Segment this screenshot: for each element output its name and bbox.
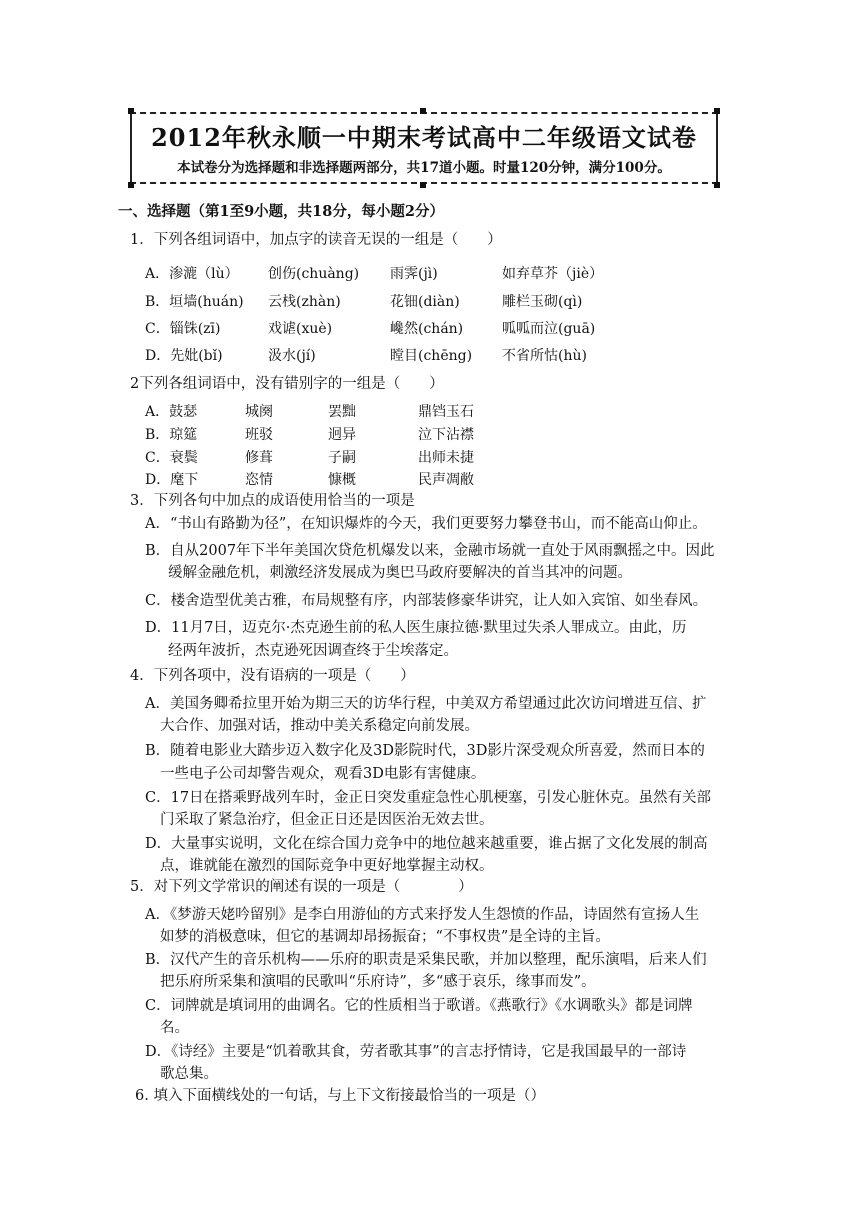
- q1-option-a-4: 如弃草芥（jiè）: [502, 266, 604, 282]
- header-corner-mark: [128, 182, 134, 188]
- q1-option-c-2: 戏谑(xuè): [268, 321, 333, 337]
- q1-option-a-3: 雨霁(jì): [390, 266, 438, 282]
- q2-option-d-1: D．麾下: [145, 472, 199, 488]
- q2-option-a-4: 鼎铛玉石: [418, 404, 474, 420]
- q5-option-a-cont: 如梦的消极意味，但它的基调却昂扬振奋；“不事权贵”是全诗的主旨。: [160, 929, 610, 945]
- q4-option-b-cont: 一些电子公司却警告观众，观看3D电影有害健康。: [160, 766, 486, 782]
- question-3-stem: 3．下列各句中加点的成语使用恰当的一项是: [130, 493, 415, 509]
- q2-option-b-4: 泣下沾襟: [418, 427, 474, 443]
- q3-option-c: C．楼舍造型优美古雅，布局规整有序，内部装修豪华讲究，让人如入宾馆、如坐春风。: [145, 593, 708, 609]
- q2-option-b-2: 班驳: [245, 427, 273, 443]
- q3-option-a: A．“书山有路勤为径”，在知识爆炸的今天，我们更要努力攀登书山，而不能高山仰止。: [145, 516, 707, 532]
- header-mid-mark: [420, 108, 426, 114]
- q3-option-b: B．自从2007年下半年美国次贷危机爆发以来，金融市场就一直处于风雨飘摇之中。因此: [145, 543, 715, 559]
- q1-option-c-1: C．锱铢(zī): [145, 321, 221, 337]
- section-heading: 一、选择题（第1至9小题，共18分，每小题2分）: [118, 203, 444, 220]
- q1-option-a-1: A．渗漉（lù）: [145, 266, 239, 282]
- q1-option-c-3: 巉然(chán): [390, 321, 464, 337]
- q2-option-d-2: 恣情: [245, 472, 273, 488]
- question-6-stem: 6. 填入下面横线处的一句话，与上下文衔接最恰当的一项是（）: [135, 1088, 545, 1104]
- header-corner-mark: [714, 108, 720, 114]
- q1-option-b-1: B．垣墙(huán): [145, 294, 244, 310]
- q1-option-a-2: 创伤(chuàng): [268, 266, 360, 282]
- q2-option-c-2: 修葺: [245, 450, 273, 466]
- q4-option-a: A．美国务卿希拉里开始为期三天的访华行程，中美双方希望通过此次访问增进互信、扩: [145, 696, 707, 712]
- q2-option-c-4: 出师未捷: [418, 450, 474, 466]
- q5-option-b: B．汉代产生的音乐机构——乐府的职责是采集民歌，并加以整理，配乐演唱，后来人们: [145, 952, 707, 968]
- q5-option-a: A．《梦游天姥吟留别》是李白用游仙的方式来抒发人生怨愤的作品，诗固然有宣扬人生: [145, 907, 700, 923]
- q2-option-d-3: 慷概: [328, 472, 356, 488]
- q2-option-c-1: C．衰鬓: [145, 450, 198, 466]
- q4-option-c-cont: 门采取了紧急治疗，但金正日还是因医治无效去世。: [160, 812, 494, 828]
- exam-header-box: [130, 112, 718, 184]
- q4-option-c: C．17日在搭乘野战列车时，金正日突发重症急性心肌梗塞，引发心脏休克。虽然有关部: [145, 790, 712, 806]
- q5-option-c-cont: 名。: [160, 1020, 189, 1036]
- question-4-stem: 4．下列各项中，没有语病的一项是（ ）: [130, 668, 415, 684]
- q2-option-c-3: 子嗣: [328, 450, 356, 466]
- q2-option-d-4: 民声凋敝: [418, 472, 474, 488]
- q3-option-d: D．11月7日，迈克尔·杰克逊生前的私人医生康拉德·默里过失杀人罪成立。由此，历: [145, 620, 687, 636]
- q4-option-d: D．大量事实说明，文化在综合国力竞争中的地位越来越重要，谁占据了文化发展的制高: [145, 836, 708, 852]
- q1-option-d-1: D．先妣(bǐ): [145, 348, 223, 364]
- header-corner-mark: [714, 182, 720, 188]
- exam-note: 本试卷分为选择题和非选择题两部分，共17道小题。时量120分钟，满分100分。: [177, 160, 671, 176]
- q1-option-b-4: 雕栏玉砌(qì): [502, 294, 583, 310]
- q1-option-d-4: 不省所怙(hù): [502, 348, 587, 364]
- q5-option-d: D．《诗经》主要是“饥着歌其食，劳者歌其事”的言志抒情诗，它是我国最早的一部诗: [145, 1044, 687, 1060]
- question-1-stem: 1．下列各组词语中，加点字的读音无误的一组是（ ）: [130, 232, 502, 248]
- q1-option-d-2: 汲水(jí): [268, 348, 316, 364]
- q4-option-b: B．随着电影业大踏步迈入数字化及3D影院时代，3D影片深受观众所喜爱，然而日本的: [145, 743, 705, 759]
- q1-option-b-3: 花钿(diàn): [390, 294, 460, 310]
- question-2-stem: 2下列各组词语中，没有错别字的一组是（ ）: [130, 376, 444, 392]
- header-corner-mark: [128, 108, 134, 114]
- exam-title: 2012年秋永顺一中期末考试高中二年级语文试卷: [151, 123, 697, 152]
- q2-option-a-3: 罢黜: [328, 404, 356, 420]
- q3-option-b-cont: 缓解金融危机，刺激经济发展成为奥巴马政府要解决的首当其冲的问题。: [168, 565, 632, 581]
- q5-option-b-cont: 把乐府所采集和演唱的民歌叫“乐府诗”，多“感于哀乐，缘事而发”。: [160, 974, 596, 990]
- q1-option-d-3: 瞠目(chēng): [390, 348, 473, 364]
- q2-option-a-2: 城阕: [245, 404, 273, 420]
- q2-option-a-1: A．鼓瑟: [145, 404, 198, 420]
- q5-option-d-cont: 歌总集。: [160, 1066, 218, 1082]
- q4-option-d-cont: 点，谁就能在激烈的国际竞争中更好地掌握主动权。: [160, 858, 494, 874]
- q5-option-c: C．词牌就是填词用的曲调名。它的性质相当于歌谱。《燕歌行》《水调歌头》都是词牌: [145, 998, 693, 1014]
- q4-option-a-cont: 大合作、加强对话，推动中美关系稳定向前发展。: [160, 718, 479, 734]
- q3-option-d-cont: 经两年波折，杰克逊死因调查终于尘埃落定。: [168, 643, 458, 659]
- q1-option-b-2: 云栈(zhàn): [268, 294, 341, 310]
- q2-option-b-3: 迥异: [328, 427, 356, 443]
- header-mid-mark: [420, 182, 426, 188]
- q1-option-c-4: 呱呱而泣(guā): [502, 321, 596, 337]
- q2-option-b-1: B．琼筵: [145, 427, 198, 443]
- question-5-stem: 5．对下列文学常识的阐述有误的一项是（ ）: [130, 879, 473, 895]
